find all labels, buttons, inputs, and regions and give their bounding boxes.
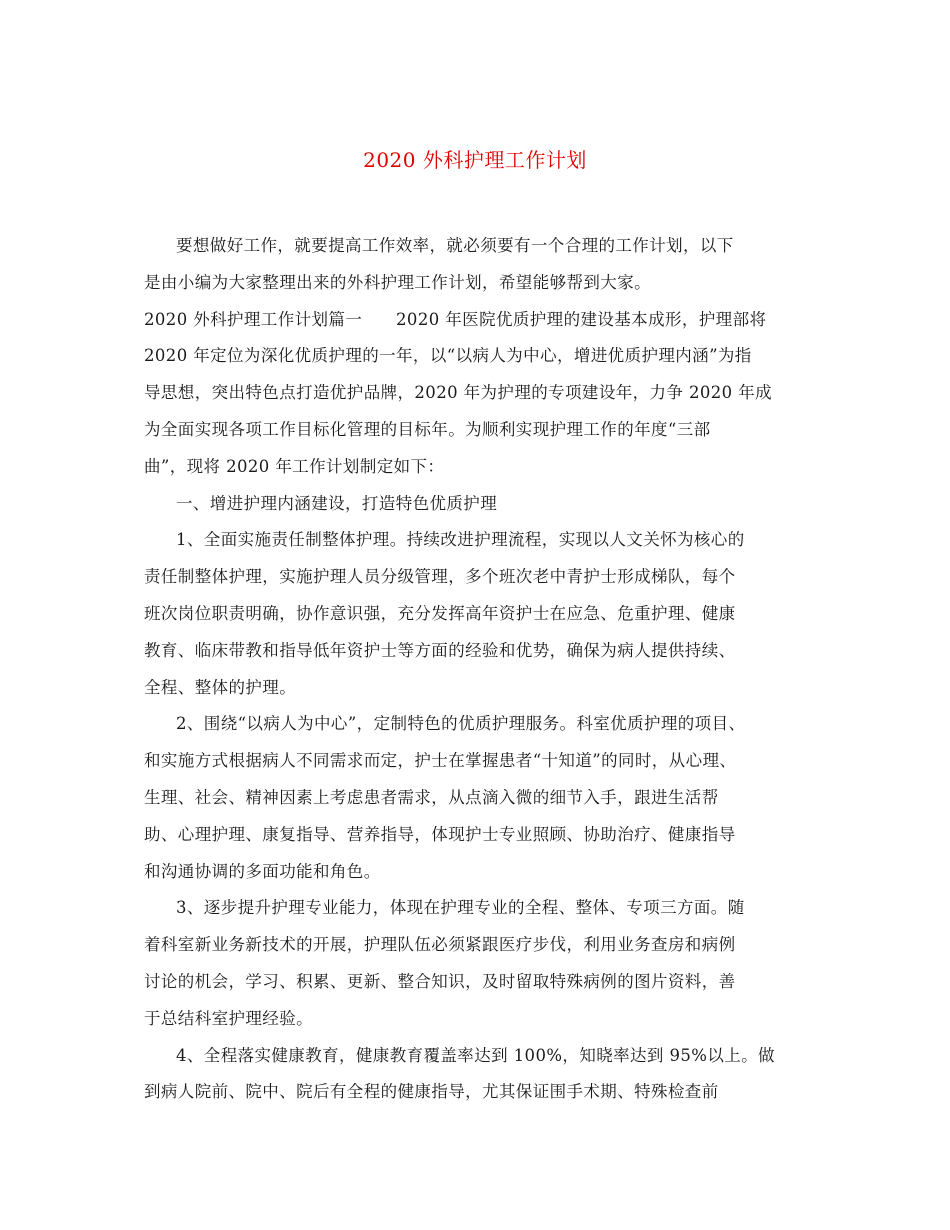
paragraph-line: 责任制整体护理，实施护理人员分级管理，多个班次老中青护士形成梯队，每个 (144, 567, 736, 587)
paragraph-line: 班次岗位职责明确，协作意识强，充分发挥高年资护士在应急、危重护理、健康 (144, 603, 736, 623)
section-heading: 一、增进护理内涵建设，打造特色优质护理 (176, 493, 498, 513)
paragraph-line: 2020 年定位为深化优质护理的一年，以“以病人为中心，增进优质护理内涵”为指 (144, 346, 752, 366)
paragraph-line: 于总结科室护理经验。 (144, 1008, 313, 1028)
paragraph-line: 讨论的机会，学习、积累、更新、整合知识，及时留取特殊病例的图片资料，善 (144, 971, 736, 991)
paragraph-line: 到病人院前、院中、院后有全程的健康指导，尤其保证围手术期、特殊检查前 (144, 1082, 719, 1102)
paragraph-line: 3、逐步提升护理专业能力，体现在护理专业的全程、整体、专项三方面。随 (176, 898, 745, 918)
paragraph-line: 导思想，突出特色点打造优护品牌，2020 年为护理的专项建设年，力争 2020 年成 (144, 383, 773, 403)
paragraph-line: 和实施方式根据病人不同需求而定，护士在掌握患者“十知道”的同时，从心理、 (144, 751, 737, 771)
paragraph-line: 要想做好工作，就要提高工作效率，就必须要有一个合理的工作计划，以下 (176, 236, 734, 255)
paragraph-line: 生理、社会、精神因素上考虑患者需求，从点滴入微的细节入手，跟进生活帮 (144, 787, 719, 807)
paragraph-line: 和沟通协调的多面功能和角色。 (144, 861, 381, 881)
document-body (144, 236, 808, 1119)
document-title: 2020 外科护理工作计划 (363, 148, 587, 172)
paragraph-line: 2、围绕“以病人为中心”，定制特色的优质护理服务。科室优质护理的项目、 (176, 714, 746, 734)
paragraph-line: 着科室新业务新技术的开展，护理队伍必须紧跟医疗步伐，利用业务查房和病例 (144, 935, 736, 955)
paragraph-line: 4、全程落实健康教育，健康教育覆盖率达到 100%，知晓率达到 95%以上。做 (176, 1045, 775, 1065)
paragraph-line: 是由小编为大家整理出来的外科护理工作计划，希望能够帮到大家。 (144, 272, 651, 292)
paragraph-line: 助、心理护理、康复指导、营养指导，体现护士专业照顾、协助治疗、健康指导 (144, 824, 736, 844)
paragraph-line: 教育、临床带教和指导低年资护士等方面的经验和优势，确保为病人提供持续、 (144, 640, 736, 660)
paragraph-line: 1、全面实施责任制整体护理。持续改进护理流程，实现以人文关怀为核心的 (176, 530, 745, 550)
paragraph-line: 全程、整体的护理。 (144, 677, 297, 697)
paragraph-line: 曲”，现将 2020 年工作计划制定如下： (144, 456, 445, 476)
paragraph-line: 为全面实现各项工作目标化管理的目标年。为顺利实现护理工作的年度“三部 (144, 419, 711, 439)
paragraph-line: 2020 外科护理工作计划篇一 2020 年医院优质护理的建设基本成形，护理部将 (144, 309, 767, 329)
